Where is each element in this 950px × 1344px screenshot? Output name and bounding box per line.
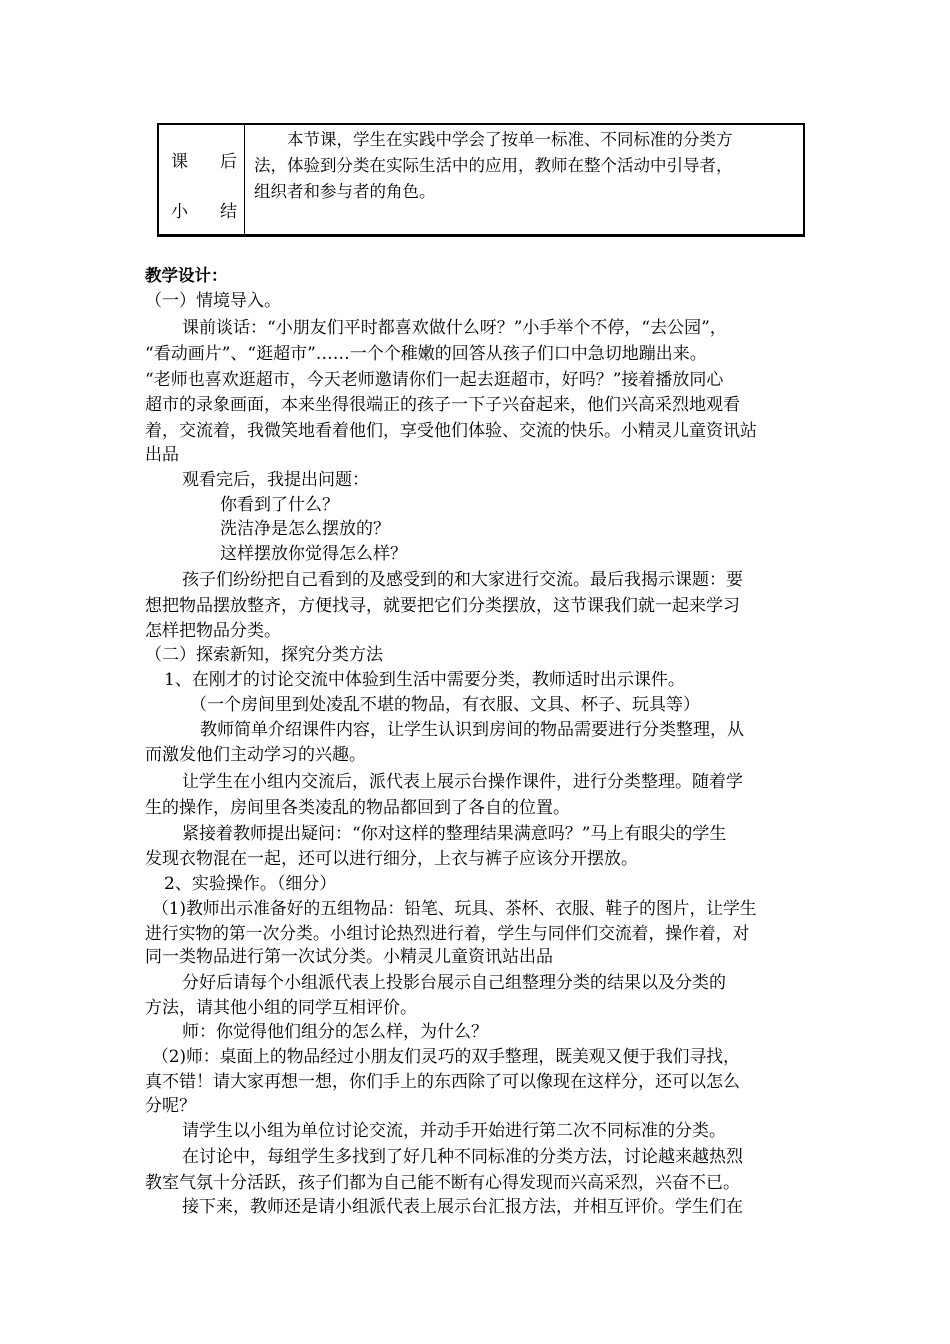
summary-line: 组织者和参与者的角色。 [254, 182, 436, 201]
text-line: （一）情境导入。 [145, 291, 281, 311]
summary-content [254, 127, 799, 205]
text-line: 发现衣物混在一起，还可以进行细分，上衣与裤子应该分开摆放。 [145, 849, 638, 869]
design-title: 教学设计： [145, 266, 228, 285]
text-line: 师：你觉得他们组分的怎么样，为什么？ [182, 1022, 488, 1042]
label-char: 课 [171, 152, 188, 172]
text-line: 2、实验操作。（细分） [164, 874, 337, 894]
text-line: “看动画片”、“逛超市”……一个个稚嫩的回答从孩子们口中急切地蹦出来。 [145, 344, 707, 364]
text-line: 教室气氛十分活跃，孩子们都为自己能不断有心得发现而兴高采烈，兴奋不已。 [145, 1173, 740, 1193]
summary-label-top [171, 147, 237, 172]
text-line: 接下来，教师还是请小组派代表上展示台汇报方法，并相互评价。学生们在 [182, 1197, 743, 1217]
text-line: 1、在刚才的讨论交流中体验到生活中需要分类，教师适时出示课件。 [164, 670, 685, 690]
text-line: 分好后请每个小组派代表上投影台展示自己组整理分类的结果以及分类的 [182, 973, 726, 993]
text-line: 观看完后，我提出问题： [182, 470, 369, 490]
text-line: 想把物品摆放整齐，方便找寻，就要把它们分类摆放，这节课我们就一起来学习 [145, 596, 740, 616]
summary-line: 本节课，学生在实践中学会了按单一标准、不同标准的分类方 [254, 130, 733, 149]
text-line: 超市的录象画面，本来坐得很端正的孩子一下子兴奋起来，他们兴高采烈地观看 [145, 395, 740, 415]
text-line: 让学生在小组内交流后，派代表上展示台操作课件，进行分类整理。随着学 [182, 772, 743, 792]
text-line: 你看到了什么？ [220, 495, 339, 515]
text-line: 课前谈话：“小朋友们平时都喜欢做什么呀？”小手举个不停，“去公园”， [182, 318, 727, 338]
text-line: （2)师：桌面上的物品经过小朋友们灵巧的双手整理，既美观又便于我们寻找， [152, 1046, 740, 1066]
summary-label-bottom [171, 197, 237, 222]
summary-table [157, 123, 805, 237]
label-char: 结 [220, 202, 237, 222]
text-line: 真不错！请大家再想一想，你们手上的东西除了可以像现在这样分，还可以怎么 [145, 1072, 740, 1092]
text-line: 在讨论中，每组学生多找到了好几种不同标准的分类方法，讨论越来越热烈 [182, 1147, 743, 1167]
text-line: 这样摆放你觉得怎么样？ [220, 544, 407, 564]
text-line: 同一类物品进行第一次试分类。小精灵儿童资讯站出品 [145, 947, 553, 967]
label-char: 后 [220, 152, 237, 172]
text-line: 洗洁净是怎么摆放的？ [220, 519, 390, 539]
text-line: 出品 [145, 445, 179, 465]
text-line: 怎样把物品分类。 [145, 621, 281, 641]
summary-label-cell [159, 125, 245, 234]
text-line: （二）探索新知，探究分类方法 [145, 645, 383, 665]
text-line: 进行实物的第一次分类。小组讨论热烈进行着，学生与同伴们交流着，操作着，对 [145, 923, 750, 943]
text-line: （1)教师出示准备好的五组物品：铅笔、玩具、茶杯、衣服、鞋子的图片，让学生 [152, 898, 757, 918]
text-line: “老师也喜欢逛超市，今天老师邀请你们一起去逛超市，好吗？”接着播放同心 [145, 370, 724, 390]
text-line: 紧接着教师提出疑问：“你对这样的整理结果满意吗？”马上有眼尖的学生 [182, 824, 727, 844]
text-line: 而激发他们主动学习的兴趣。 [145, 745, 366, 765]
text-line: 请学生以小组为单位讨论交流，并动手开始进行第二次不同标准的分类。 [182, 1121, 726, 1141]
text-line: 生的操作，房间里各类凌乱的物品都回到了各自的位置。 [145, 798, 570, 818]
summary-line: 法，体验到分类在实际生活中的应用，教师在整个活动中引导者， [254, 156, 733, 175]
text-line: 教师简单介绍课件内容，让学生认识到房间的物品需要进行分类整理，从 [200, 720, 744, 740]
text-line: 分呢？ [145, 1096, 196, 1116]
text-line: 孩子们纷纷把自己看到的及感受到的和大家进行交流。最后我揭示课题：要 [182, 570, 743, 590]
label-char: 小 [171, 202, 188, 222]
text-line: 方法，请其他小组的同学互相评价。 [145, 998, 417, 1018]
text-line: （一个房间里到处凌乱不堪的物品，有衣服、文具、杯子、玩具等） [190, 695, 700, 715]
text-line: 着，交流着，我微笑地看着他们，享受他们体验、交流的快乐。小精灵儿童资讯站 [145, 421, 757, 441]
